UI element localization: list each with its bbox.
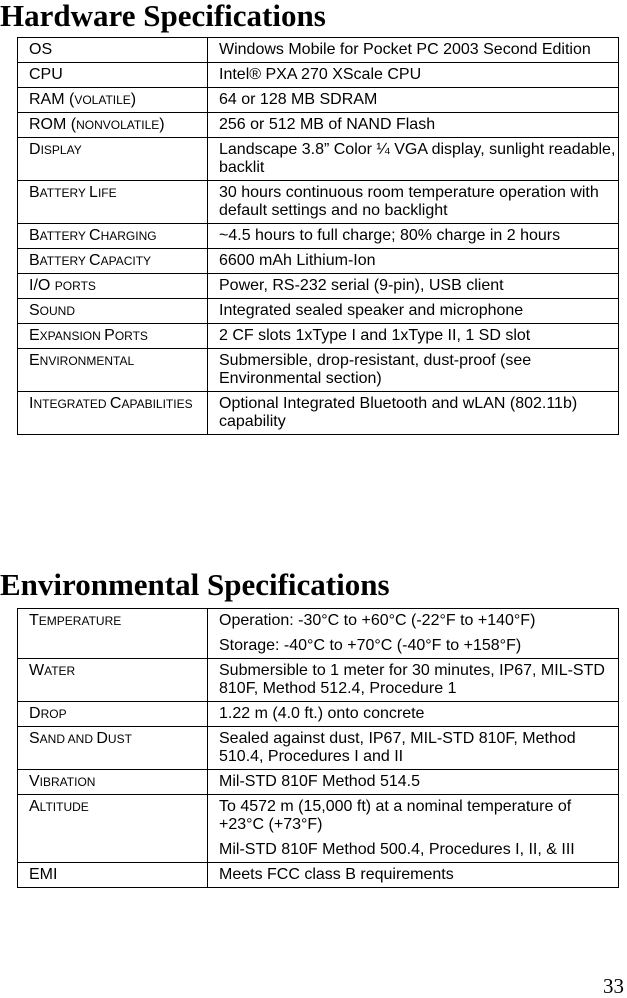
spec-label-part: C	[89, 252, 101, 269]
spec-row	[18, 324, 619, 349]
spec-label-part: HARGING	[100, 229, 157, 243]
spec-label-part: EMI	[29, 866, 58, 883]
spec-label-part: VOLATILE	[74, 93, 131, 107]
spec-value	[208, 138, 619, 181]
spec-value-line: Power, RS-232 serial (9-pin), USB client	[219, 277, 504, 294]
spec-value	[208, 113, 619, 138]
spec-value	[208, 795, 619, 863]
spec-row	[18, 659, 619, 702]
spec-row	[18, 38, 619, 63]
spec-label-part: B	[29, 252, 40, 269]
spec-value-line: 2 CF slots 1xType I and 1xType II, 1 SD slot	[219, 327, 531, 344]
spec-label-part: )	[130, 91, 137, 108]
spec-row	[18, 249, 619, 274]
spec-label-part: C	[89, 227, 101, 244]
spec-label-part: ROP	[40, 707, 67, 721]
spec-value-line: Windows Mobile for Pocket PC 2003 Second Edition	[219, 41, 591, 58]
spec-value	[208, 727, 619, 770]
spec-label-part: PORTS	[54, 279, 96, 293]
spec-label-part: OUND	[39, 304, 76, 318]
spec-row	[18, 609, 619, 659]
spec-value-line: 64 or 128 MB SDRAM	[219, 91, 378, 108]
spec-value-line: Operation: -30°C to +60°C (-22°F to +140°F)	[219, 612, 536, 629]
spec-label-part: ATTERY	[39, 254, 90, 268]
spec-value	[208, 38, 619, 63]
spec-row	[18, 349, 619, 392]
spec-label-part: ATTERY	[39, 229, 90, 243]
spec-label	[18, 702, 208, 727]
spec-value-line: To 4572 m (15,000 ft) at a nominal temperature of +23°C (+73°F)	[219, 798, 572, 833]
spec-label-part: NTEGRATED	[33, 397, 110, 411]
spec-label	[18, 349, 208, 392]
hardware-specifications-heading: Hardware Specifications	[0, 0, 326, 33]
spec-row	[18, 795, 619, 863]
spec-label-part: XPANSION	[39, 329, 105, 343]
spec-label	[18, 181, 208, 224]
spec-row	[18, 392, 619, 435]
hardware-specifications-table	[17, 37, 619, 435]
spec-label-part: IBRATION	[39, 775, 96, 789]
spec-value-line: Submersible, drop-resistant, dust-proof (see Environmental section)	[219, 352, 532, 387]
spec-label-part: W	[29, 662, 45, 679]
spec-label	[18, 727, 208, 770]
spec-label-part: E	[29, 352, 40, 369]
spec-value	[208, 702, 619, 727]
spec-label	[18, 224, 208, 249]
spec-label-part: ISPLAY	[40, 143, 82, 157]
spec-value	[208, 224, 619, 249]
spec-row	[18, 181, 619, 224]
spec-value	[208, 392, 619, 435]
spec-label	[18, 863, 208, 888]
spec-label-part: EMPERATURE	[38, 614, 122, 628]
spec-row	[18, 88, 619, 113]
spec-label	[18, 138, 208, 181]
spec-value-line: Optional Integrated Bluetooth and wLAN (802.11b) capability	[219, 395, 578, 430]
spec-label-part: APABILITIES	[121, 397, 193, 411]
spec-value	[208, 324, 619, 349]
spec-value	[208, 63, 619, 88]
spec-label	[18, 274, 208, 299]
spec-value	[208, 249, 619, 274]
spec-value-line: Sealed against dust, IP67, MIL-STD 810F, Method 510.4, Procedures I and II	[219, 730, 576, 765]
spec-value-line: 30 hours continuous room temperature operation with default settings and no backlight	[219, 184, 599, 219]
spec-row	[18, 224, 619, 249]
spec-row	[18, 702, 619, 727]
spec-value	[208, 88, 619, 113]
spec-label-part: P	[104, 327, 115, 344]
spec-value-line: Mil-STD 810F Method 514.5	[219, 773, 420, 790]
spec-label	[18, 249, 208, 274]
environmental-specifications-table	[17, 608, 619, 888]
spec-value	[208, 274, 619, 299]
spec-label	[18, 609, 208, 659]
spec-label	[18, 88, 208, 113]
spec-row	[18, 299, 619, 324]
spec-value	[208, 299, 619, 324]
spec-label-part: UST	[107, 732, 132, 746]
spec-value	[208, 770, 619, 795]
spec-label-part: ROM (	[29, 116, 77, 133]
spec-value	[208, 181, 619, 224]
spec-label-part: )	[159, 116, 165, 133]
spec-row	[18, 113, 619, 138]
spec-label-part: C	[109, 395, 122, 412]
spec-label-part: S	[29, 730, 40, 747]
spec-label-part: RAM (	[29, 91, 75, 108]
spec-label	[18, 392, 208, 435]
spec-label-part: LTITUDE	[39, 800, 89, 814]
spec-label-part: ATTERY	[39, 186, 90, 200]
spec-label-part: D	[29, 705, 41, 722]
spec-value-line: Submersible to 1 meter for 30 minutes, IP67, MIL-STD 810F, Method 512.4, Procedure 1	[219, 662, 605, 697]
page-number: 33	[603, 974, 624, 998]
spec-value-line: Mil-STD 810F Method 500.4, Procedures I, II, & III	[219, 841, 575, 858]
spec-row	[18, 63, 619, 88]
spec-value-line: Intel® PXA 270 XScale CPU	[219, 66, 422, 83]
spec-row	[18, 863, 619, 888]
spec-label-part: NONVOLATILE	[76, 118, 160, 132]
spec-label-part: IFE	[97, 186, 117, 200]
spec-label-part: NVIRONMENTAL	[39, 354, 135, 368]
spec-label	[18, 659, 208, 702]
spec-label-part: S	[29, 302, 40, 319]
spec-label-part: AND AND	[39, 732, 97, 746]
spec-value	[208, 609, 619, 659]
spec-value-line: Landscape 3.8” Color ¼ VGA display, sunlight readable, backlit	[219, 141, 616, 176]
spec-value-line: Integrated sealed speaker and microphone	[219, 302, 524, 319]
spec-label-part: I	[29, 395, 34, 412]
spec-label-part: I/O	[29, 277, 55, 294]
spec-value-line: Meets FCC class B requirements	[219, 866, 454, 883]
spec-label-part: L	[89, 184, 98, 201]
spec-value-line: 256 or 512 MB of NAND Flash	[219, 116, 436, 133]
spec-value-line: 6600 mAh Lithium-Ion	[219, 252, 376, 269]
spec-row	[18, 770, 619, 795]
spec-label-part: E	[29, 327, 40, 344]
environmental-specifications-heading: Environmental Specifications	[0, 567, 390, 602]
spec-row	[18, 727, 619, 770]
spec-label-part: OS	[29, 41, 53, 58]
spec-value-line: ~4.5 hours to full charge; 80% charge in 2 hours	[219, 227, 561, 244]
spec-label	[18, 299, 208, 324]
spec-label-part: B	[29, 184, 40, 201]
spec-label-part: T	[29, 612, 39, 629]
spec-label	[18, 770, 208, 795]
spec-label	[18, 38, 208, 63]
spec-value-line: 1.22 m (4.0 ft.) onto concrete	[219, 705, 425, 722]
spec-label	[18, 113, 208, 138]
spec-label-part: CPU	[29, 66, 63, 83]
spec-label-part: D	[96, 730, 108, 747]
spec-value	[208, 659, 619, 702]
spec-label-part: B	[29, 227, 40, 244]
spec-label-part: V	[29, 773, 40, 790]
spec-label	[18, 324, 208, 349]
spec-label-part: ATER	[44, 664, 76, 678]
spec-value	[208, 349, 619, 392]
spec-row	[18, 274, 619, 299]
spec-label-part: A	[29, 798, 40, 815]
spec-value	[208, 863, 619, 888]
spec-value-line: Storage: -40°C to +70°C (-40°F to +158°F)	[219, 637, 522, 654]
spec-label-part: APACITY	[100, 254, 152, 268]
spec-label	[18, 63, 208, 88]
spec-label-part: D	[29, 141, 41, 158]
spec-row	[18, 138, 619, 181]
spec-label-part: ORTS	[114, 329, 148, 343]
spec-label	[18, 795, 208, 863]
